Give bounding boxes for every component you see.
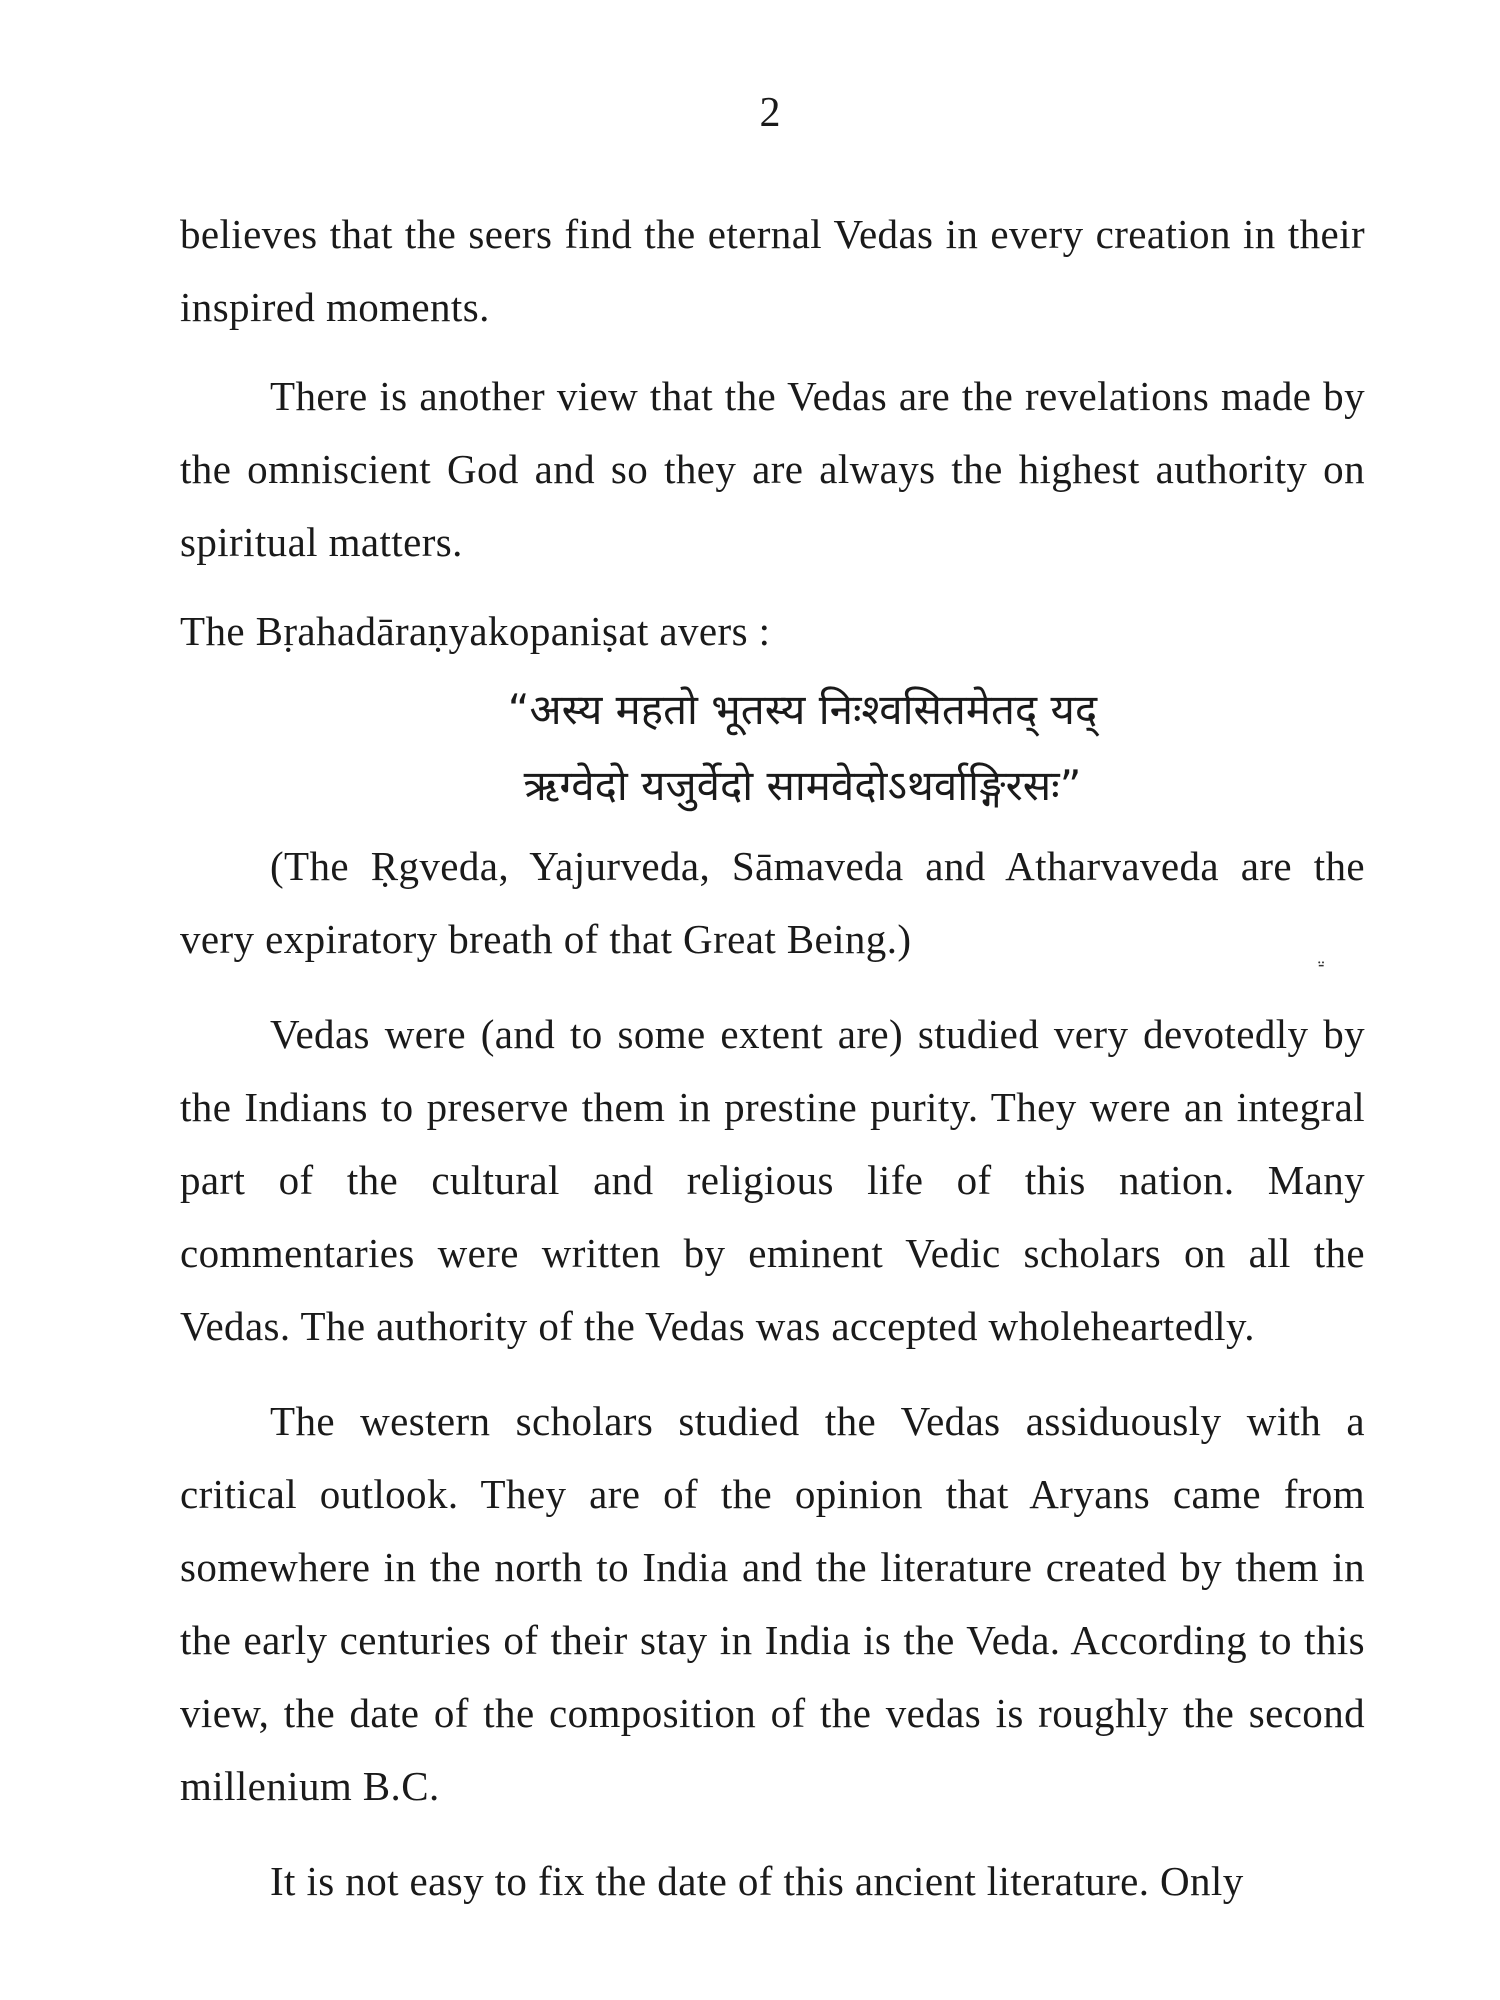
scan-speck: ⸚	[1318, 954, 1325, 976]
paragraph-western-scholars: The western scholars studied the Vedas assiduously with a critical outlook. They are of the opinion that Aryans came from somewhere in the north to India and the literature created by them in the early centuries of their stay in India is the Veda. According to this view, the date of the composition of the vedas is roughly the second millenium B.C.	[180, 1398, 1365, 1809]
paragraph-dating: It is not easy to fix the date of this ancient literature. Only	[270, 1858, 1244, 1904]
sanskrit-verse	[180, 672, 1365, 824]
paragraph-upanishad-intro: The Bṛahadāraṇyakopaniṣat avers :	[180, 608, 771, 654]
page-number: 2	[759, 90, 781, 136]
verse-line-2: ऋग्वेदो यजुर्वेदो सामवेदोऽथर्वाङ्गिरसः”	[523, 761, 1082, 810]
page-body	[180, 198, 1365, 1918]
paragraph-indian-study: Vedas were (and to some extent are) studied very devotedly by the Indians to preserve them in prestine purity. They were an integral part of the cultural and religious life of this nation. Many commentaries were written by eminent Vedic scholars on all the Vedas. The authority of the Vedas was accepted wholeheartedly.	[180, 1011, 1365, 1349]
paragraph-revelation-view: There is another view that the Vedas are the revelations made by the omniscient God and so they are always the highest authority on spiritual matters.	[180, 373, 1365, 565]
verse-line-1: “अस्य महतो भूतस्य निःश्वसितमेतद् यद्	[507, 685, 1098, 734]
paragraph-verse-translation: (The Ṛgveda, Yajurveda, Sāmaveda and Atharvaveda are the very expiratory breath of that Great Being.)	[180, 843, 1365, 962]
paragraph-continuation: believes that the seers find the eternal Vedas in every creation in their inspired moments.	[180, 211, 1365, 330]
